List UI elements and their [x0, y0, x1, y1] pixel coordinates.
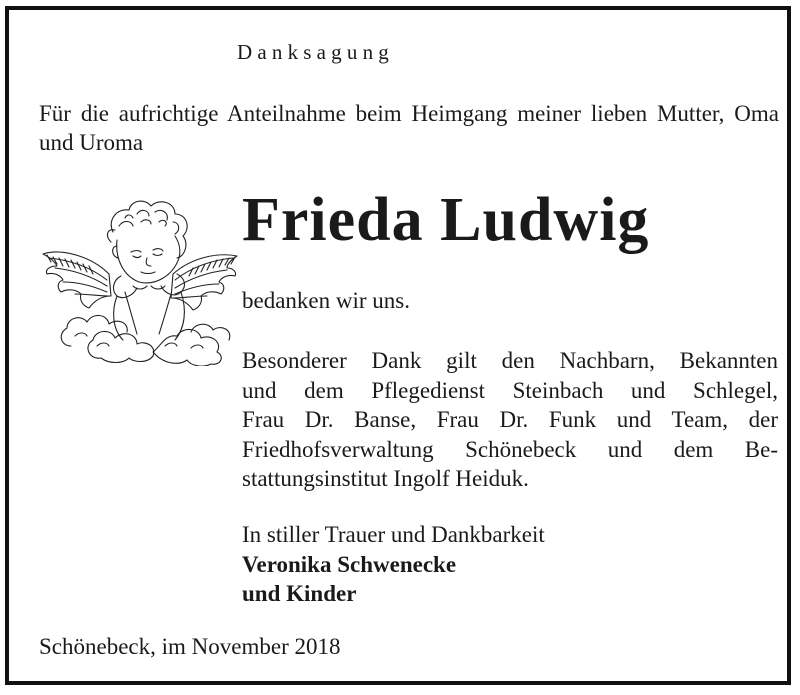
special-thanks-line: Besonderer Dank gilt den Nachbarn, Bekannten — [242, 348, 778, 373]
special-thanks-line: Friedhofsverwaltung Schönebeck und dem Be- — [242, 436, 778, 462]
special-thanks-line: stattungsinstitut Ingolf Heiduk. — [242, 466, 529, 491]
notice-heading: Danksagung — [237, 40, 394, 64]
special-thanks — [242, 346, 778, 494]
place-date: Schönebeck, im November 2018 — [39, 634, 341, 659]
signatory: Veronika Schwenecke — [242, 552, 457, 577]
obituary-frame — [5, 6, 791, 685]
special-thanks-line: und dem Pflegedienst Steinbach und Schlegel, — [242, 377, 778, 403]
special-thanks-line: Frau Dr. Banse, Frau Dr. Funk und Team, der — [242, 407, 778, 432]
signatory: und Kinder — [242, 581, 357, 606]
deceased-name: Frieda Ludwig — [242, 186, 650, 254]
intro-text: Für die aufrichtige Anteilnahme beim Heimgang meiner lieben Mutter, Oma und Uroma — [39, 101, 779, 155]
cherub-angel-icon — [41, 196, 241, 366]
thanks-short: bedanken wir uns. — [242, 288, 410, 313]
mourning-line: In stiller Trauer und Dankbarkeit — [242, 522, 545, 547]
